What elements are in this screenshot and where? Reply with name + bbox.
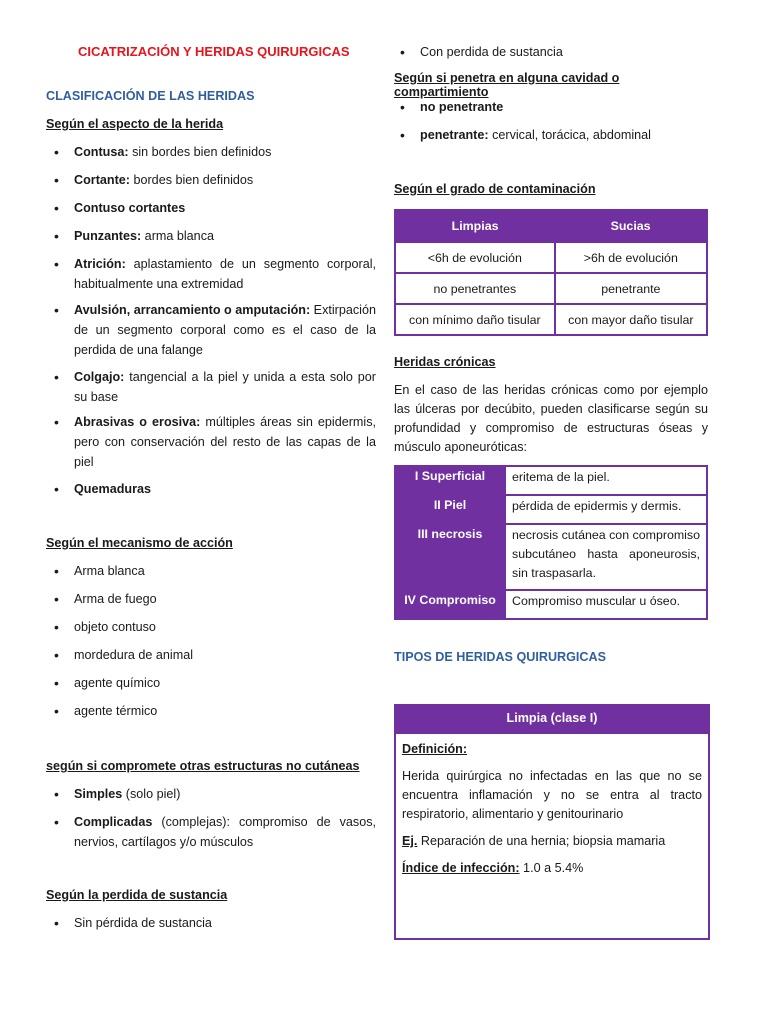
heading-compromete: según si compromete otras estructuras no cutáneas [46,759,360,773]
item-term: Punzantes: [74,229,142,243]
stage-label: II Piel [395,495,505,524]
stage-label: III necrosis [395,524,505,590]
item-term: penetrante: [420,128,489,142]
list-item [74,479,376,499]
item-term: Contusa: [74,145,129,159]
example-label: Ej. [402,834,418,848]
item-text: aplastamiento de un segmento corporal, habitualmente una extremidad [74,257,376,291]
cronicas-paragraph: En el caso de las heridas crónicas como por ejemplo las úlceras por decúbito, pueden clasificarse según su profundidad y compromiso de estructuras óseas y músculo aponeuróticas: [394,383,708,454]
chronic-wounds-table [394,465,708,620]
item-text: Extirpación de un segmento corporal como es el caso de la perdida de una falange [74,303,376,357]
contamination-table [394,209,708,336]
stage-label: I Superficial [395,466,505,495]
list-item [74,254,376,294]
list-item: • Con perdida de sustancia [420,42,710,62]
list-item [420,97,710,117]
item-text: (solo piel) [122,787,181,801]
list-item: • mordedura de animal [74,645,376,665]
table-row [395,590,707,619]
heading-aspecto: Según el aspecto de la herida [46,117,224,131]
stage-description: pérdida de epidermis y dermis. [505,495,707,524]
infection-index-label: Índice de infección: [402,861,520,875]
item-term: Simples [74,787,123,801]
list-item: • objeto contuso [74,617,376,637]
infection-index-line [402,859,702,878]
list-item: • Sin pérdida de sustancia [74,913,376,933]
list-item [74,226,376,246]
stage-description: necrosis cutánea con compromiso subcutáneo hasta aponeurosis, sin traspasarla. [505,524,707,590]
table-header-row [395,210,707,242]
box-title: Limpia (clase I) [396,706,708,734]
list-item [74,170,376,190]
item-term: Colgajo: [74,370,125,384]
heading-cronicas: Heridas crónicas [394,355,496,369]
list-item [74,142,376,162]
item-term: Atrición: [74,257,126,271]
table-cell: penetrante [555,273,707,304]
infection-index-value: 1.0 a 5.4% [519,861,584,875]
heading-penetra: Según si penetra en alguna cavidad o compartimiento [394,71,620,99]
list-item [74,198,376,218]
table-row [395,242,707,273]
item-text: arma blanca [141,229,214,243]
item-text: (complejas): compromiso de vasos, nervios, cartílagos y/o músculos [74,815,376,849]
page-title: CICATRIZACIÓN Y HERIDAS QUIRURGICAS [78,44,350,59]
column-header: Sucias [555,210,707,242]
list-item [420,125,710,145]
box-body [396,734,708,880]
item-term: Abrasivas o erosiva: [74,415,201,429]
item-term: no penetrante [420,100,504,114]
item-term: Avulsión, arrancamiento o amputación: [74,303,311,317]
list-item: • Arma blanca [74,561,376,581]
table-row [395,466,707,495]
list-item: • agente químico [74,673,376,693]
item-term: Quemaduras [74,482,151,496]
example-line [402,832,702,851]
definition-text: Herida quirúrgica no infectadas en las que no se encuentra inflamación y no se entra al tracto respiratorio, alimentario y genitourinario [402,769,702,821]
list-item: • agente térmico [74,701,376,721]
section-tipos: TIPOS DE HERIDAS QUIRURGICAS [394,650,607,664]
list-item: • Arma de fuego [74,589,376,609]
table-cell: no penetrantes [395,273,555,304]
list-item [74,784,376,804]
column-header: Limpias [395,210,555,242]
item-text: sin bordes bien definidos [128,145,272,159]
example-text: Reparación de una hernia; biopsia mamaria [417,834,666,848]
table-row [395,495,707,524]
heading-mecanismo: Según el mecanismo de acción [46,536,233,550]
table-row [395,273,707,304]
section-clasificacion: CLASIFICACIÓN DE LAS HERIDAS [46,89,255,103]
stage-description: eritema de la piel. [505,466,707,495]
stage-description: Compromiso muscular u óseo. [505,590,707,619]
item-term: Complicadas [74,815,153,829]
table-row [395,524,707,590]
table-cell: con mínimo daño tisular [395,304,555,335]
heading-contaminacion: Según el grado de contaminación [394,182,596,196]
list-item [74,300,376,360]
stage-label: IV Compromiso [395,590,505,619]
definition-label: Definición: [402,742,468,756]
clean-wound-box [394,704,710,940]
table-cell: con mayor daño tisular [555,304,707,335]
table-row [395,304,707,335]
item-text: múltiples áreas sin epidermis, pero con conservación del resto de las capas de la piel [74,415,376,469]
heading-perdida: Según la perdida de sustancia [46,888,228,902]
item-text: bordes bien definidos [129,173,254,187]
list-item [74,367,376,407]
list-item [74,812,376,852]
item-term: Cortante: [74,173,130,187]
table-cell: >6h de evolución [555,242,707,273]
item-text: cervical, torácica, abdominal [488,128,651,142]
table-cell: <6h de evolución [395,242,555,273]
item-text: tangencial a la piel y unida a esta solo por su base [74,370,376,404]
item-term: Contuso cortantes [74,201,186,215]
list-item [74,412,376,472]
